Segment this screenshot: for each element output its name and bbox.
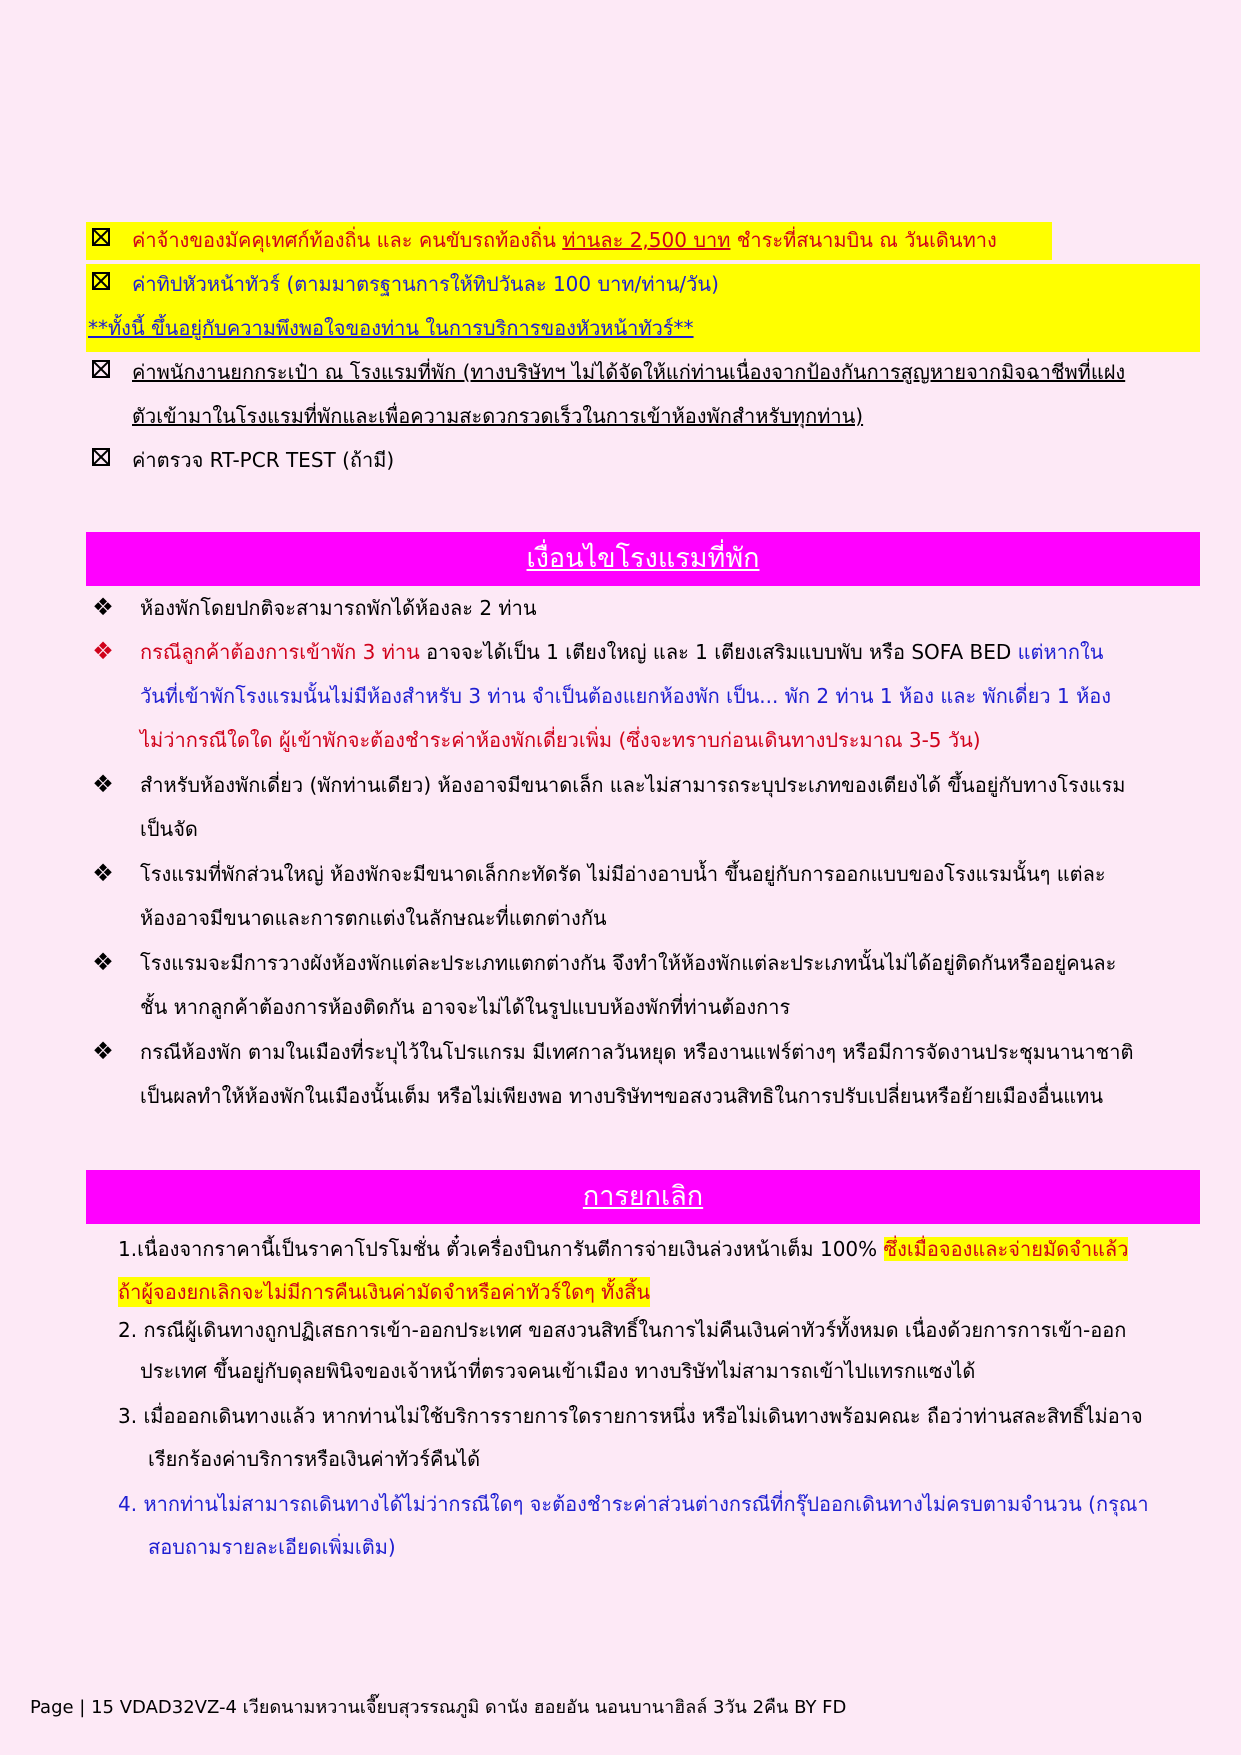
excluded-item-tip: ค่าทิปหัวหน้าทัวร์ (ตามมาตรฐานการให้ทิปวันละ 100 บาท/ท่าน/วัน) — [132, 272, 719, 296]
cancel-item-1-line1: 1.เนื่องจากราคานี้เป็นราคาโปรโมชั่น ตั๋วเครื่องบินการันตีการจ่ายเงินล่วงหน้าเต็ม 100% ซึ่งเมื่อจองและจ่ายมัดจำแล้ว — [118, 1237, 1129, 1261]
checkbox-x-icon — [92, 360, 110, 378]
hotel-item-2-line2: วันที่เข้าพักโรงแรมนั้นไม่มีห้องสำหรับ 3 ท่าน จำเป็นต้องแยกห้องพัก เป็น... พัก 2 ท่าน 1 ห้อง และ พักเดี่ยว 1 ห้อง — [140, 684, 1112, 708]
page-footer: Page | 15 VDAD32VZ-4 เวียดนามหวานเจี๊ยบสุวรรณภูมิ ดานัง ฮอยอัน นอนบานาฮิลล์ 3วัน 2คืน BY FD — [30, 1697, 847, 1718]
diamond-bullet-icon: ❖ — [92, 637, 114, 665]
excluded-item-guide: ค่าจ้างของมัคคุเทศก์ท้องถิ่น และ คนขับรถท้องถิ่น ท่านละ 2,500 บาท ชำระที่สนามบิน ณ วันเดินทาง — [132, 228, 997, 252]
excluded-note: **ทั้งนี้ ขึ้นอยู่กับความพึงพอใจของท่าน ในการบริการของหัวหน้าทัวร์** — [88, 316, 694, 340]
hotel-item-3-line1: สำหรับห้องพักเดี่ยว (พักท่านเดียว) ห้องอาจมีขนาดเล็ก และไม่สามารถระบุประเภทของเตียงได้ ขึ้นอยู่กับทางโรงแรม — [140, 773, 1126, 797]
checkbox-x-icon — [92, 272, 110, 290]
excluded-item-rtpcr: ค่าตรวจ RT-PCR TEST (ถ้ามี) — [132, 448, 395, 472]
hotel-item-5-line1: โรงแรมจะมีการวางผังห้องพักแต่ละประเภทแตกต่างกัน จึงทำให้ห้องพักแต่ละประเภทนั้นไม่ได้อยู่ติดกันหรืออยู่คนละ — [140, 951, 1117, 975]
hotel-item-1: ห้องพักโดยปกติจะสามารถพักได้ห้องละ 2 ท่าน — [140, 596, 537, 620]
cancel-item-4-line2: สอบถามรายละเอียดเพิ่มเติม) — [148, 1535, 396, 1559]
cancel-item-2-line2: ประเทศ ขึ้นอยู่กับดุลยพินิจของเจ้าหน้าที่ตรวจคนเข้าเมือง ทางบริษัทไม่สามารถเข้าไปแทรกแซงได้ — [140, 1359, 976, 1383]
checkbox-x-icon — [92, 448, 110, 466]
diamond-bullet-icon: ❖ — [92, 1037, 114, 1065]
hotel-item-6-line2: เป็นผลทำให้ห้องพักในเมืองนั้นเต็ม หรือไม่เพียงพอ ทางบริษัทฯขอสงวนสิทธิในการปรับเปลี่ยนหรือย้ายเมืองอื่นแทน — [140, 1084, 1104, 1108]
diamond-bullet-icon: ❖ — [92, 770, 114, 798]
hotel-item-2-line3: ไม่ว่ากรณีใดใด ผู้เข้าพักจะต้องชำระค่าห้องพักเดี่ยวเพิ่ม (ซึ่งจะทราบก่อนเดินทางประมาณ 3-5 วัน) — [140, 728, 981, 752]
hotel-item-3-line2: เป็นจัด — [140, 817, 198, 841]
excluded-item-porter-line2: ตัวเข้ามาในโรงแรมที่พักและเพื่อความสะดวกรวดเร็วในการเข้าห้องพักสำหรับทุกท่าน) — [132, 404, 864, 428]
hotel-item-5-line2: ชั้น หากลูกค้าต้องการห้องติดกัน อาจจะไม่ได้ในรูปแบบห้องพักที่ท่านต้องการ — [140, 995, 791, 1019]
hotel-item-6-line1: กรณีห้องพัก ตามในเมืองที่ระบุไว้ในโปรแกรม มีเทศกาลวันหยุด หรืองานแฟร์ต่างๆ หรือมีการจัดงานประชุมนานาชาติ — [140, 1040, 1134, 1064]
diamond-bullet-icon: ❖ — [92, 859, 114, 887]
diamond-bullet-icon: ❖ — [92, 593, 114, 621]
hotel-item-4-line2: ห้องอาจมีขนาดและการตกแต่งในลักษณะที่แตกต่างกัน — [140, 906, 607, 930]
cancel-item-1-line2: ถ้าผู้จองยกเลิกจะไม่มีการคืนเงินค่ามัดจำหรือค่าทัวร์ใดๆ ทั้งสิ้น — [118, 1277, 650, 1307]
excluded-item-porter-line1: ค่าพนักงานยกกระเป๋า ณ โรงแรมที่พัก (ทางบริษัทฯ ไม่ได้จัดให้แก่ท่านเนื่องจากป้องกันการสูญหายจากมิจฉาชีพที่แฝง — [132, 360, 1126, 384]
cancel-item-2-line1: 2. กรณีผู้เดินทางถูกปฏิเสธการเข้า-ออกประเทศ ขอสงวนสิทธิ์ในการไม่คืนเงินค่าทัวร์ทั้งหมด เนื่องด้วยการการเข้า-ออก — [118, 1318, 1127, 1342]
cancel-item-3-line1: 3. เมื่อออกเดินทางแล้ว หากท่านไม่ใช้บริการรายการใดรายการหนึ่ง หรือไม่เดินทางพร้อมคณะ ถือว่าท่านสละสิทธิ์ไม่อาจ — [118, 1404, 1143, 1428]
cancellation-title: การยกเลิก — [86, 1170, 1200, 1224]
hotel-conditions-title: เงื่อนไขโรงแรมที่พัก — [86, 532, 1200, 586]
diamond-bullet-icon: ❖ — [92, 948, 114, 976]
hotel-item-2-line1: กรณีลูกค้าต้องการเข้าพัก 3 ท่าน อาจจะได้เป็น 1 เตียงใหญ่ และ 1 เตียงเสริมแบบพับ หรือ SOFA BED แต่หากใน — [140, 640, 1104, 664]
checkbox-x-icon — [92, 228, 110, 246]
cancel-item-4-line1: 4. หากท่านไม่สามารถเดินทางได้ไม่ว่ากรณีใดๆ จะต้องชำระค่าส่วนต่างกรณีที่กรุ๊ปออกเดินทางไม่ครบตามจำนวน (กรุณา — [118, 1492, 1149, 1516]
cancel-item-3-line2: เรียกร้องค่าบริการหรือเงินค่าทัวร์คืนได้ — [148, 1447, 481, 1471]
hotel-item-4-line1: โรงแรมที่พักส่วนใหญ่ ห้องพักจะมีขนาดเล็กกะทัดรัด ไม่มีอ่างอาบน้ำ ขึ้นอยู่กับการออกแบบของโรงแรมนั้นๆ แต่ละ — [140, 862, 1106, 886]
